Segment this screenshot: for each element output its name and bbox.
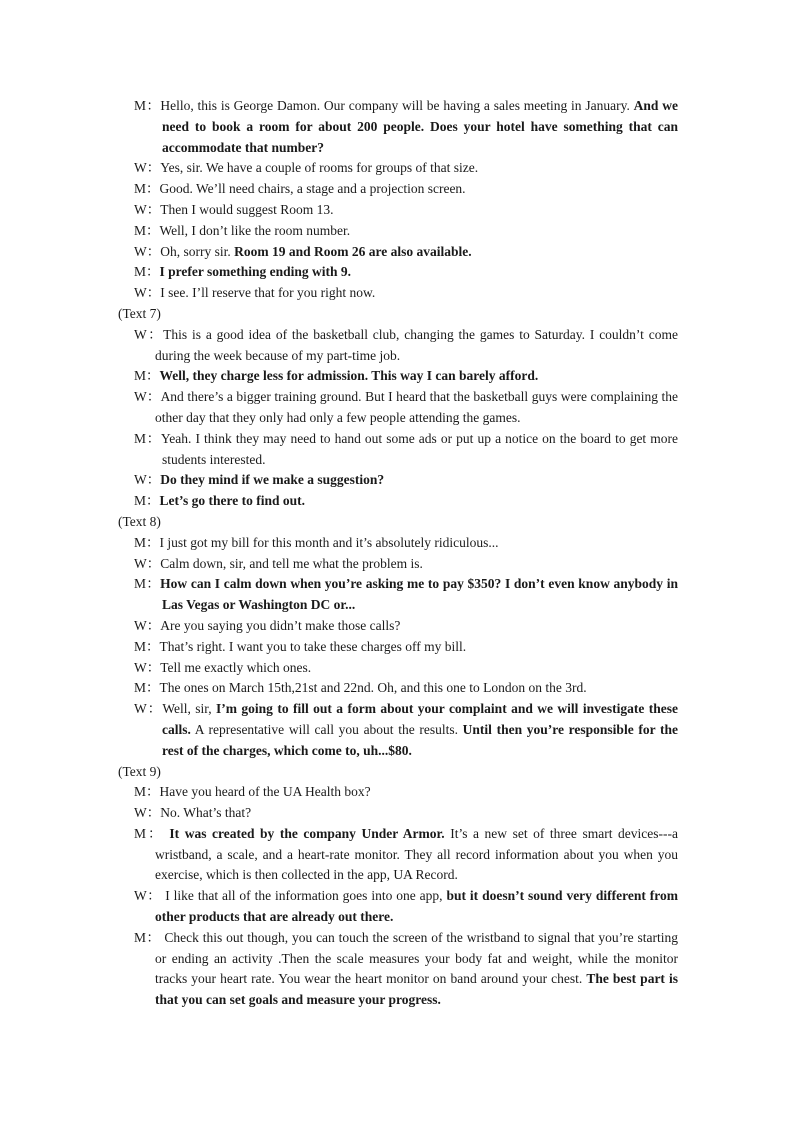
text: Tell me exactly which ones. (160, 659, 312, 675)
speaker-label: W： (134, 389, 161, 405)
speaker-label: W： (134, 472, 161, 488)
text: Oh, sorry sir. (160, 243, 235, 259)
speaker-label: M： (134, 576, 161, 592)
dialogue-line (118, 470, 678, 491)
speaker-label: W： (134, 243, 161, 259)
bold-text: Room 19 and Room 26 are also available. (234, 243, 472, 259)
text: Then I would suggest Room 13. (160, 201, 334, 217)
speaker-label: M： (134, 534, 160, 550)
speaker-label: W： (134, 326, 164, 342)
bold-text: It was created by the company Under Armor. (163, 825, 445, 841)
dialogue-line (118, 928, 678, 1011)
bold-text: I’m going to fill out a form about your complaint and we will investigate these calls. (162, 701, 678, 737)
speaker-label: W： (134, 888, 162, 904)
text: I like that all of the information goes into one app, (161, 888, 447, 904)
speaker-label: M： (134, 784, 160, 800)
dialogue-line (118, 179, 678, 200)
dialogue-line (118, 637, 678, 658)
text: The ones on March 15th,21st and 22nd. Oh, and this one to London on the 3rd. (159, 680, 587, 696)
text: Hello, this is George Damon. Our company will be having a sales meeting in January. (160, 98, 634, 113)
text: It’s a new set of three smart devices---a wristband, a scale, and a heart-rate monitor. They all record information about you when you exercise, which is then collected in the app, UA Record. (155, 825, 678, 883)
dialogue-line (118, 429, 678, 471)
text: Yeah. I think they may need to hand out some ads or put up a notice on the board to get more students interested. (160, 430, 678, 467)
text: Check this out though, you can touch the screen of the wristband to signal that you’re starting or ending an activity .Then the scale measures your body fat and weight, while the monitor tracks your heart rate. You wear the heart monitor on band around your chest. (155, 929, 678, 987)
text: This is a good idea of the basketball club, changing the games to Saturday. I couldn’t come during the week because of my part-time job. (155, 326, 679, 363)
speaker-label: M： (134, 264, 160, 280)
dialogue-line (118, 886, 678, 928)
text: Well, I don’t like the room number. (159, 222, 351, 238)
dialogue-line (118, 554, 678, 575)
dialogue-line (118, 262, 678, 283)
dialogue-line (118, 221, 678, 242)
bold-text: The best part is that you can set goals and measure your progress. (155, 971, 678, 1008)
bold-text: but it doesn’t sound very different from other products that are already out there. (155, 888, 678, 925)
speaker-label: W： (134, 701, 163, 717)
speaker-label: M： (134, 222, 160, 238)
text: Have you heard of the UA Health box? (159, 784, 371, 800)
dialogue-line (118, 616, 678, 637)
speaker-label: M： (134, 98, 161, 113)
bold-text: I prefer something ending with 9. (159, 264, 352, 280)
bold-text: Until then you’re responsible for the rest of the charges, which come to, uh...$80. (162, 721, 678, 758)
speaker-label: W： (134, 659, 161, 675)
dialogue-line (118, 242, 678, 263)
dialogue-line (118, 325, 678, 367)
bold-text: Well, they charge less for admission. This way I can barely afford. (159, 368, 539, 384)
text: A representative will call you about the results. (190, 721, 463, 737)
speaker-label: W： (134, 160, 161, 176)
bold-text: Do they mind if we make a suggestion? (160, 472, 385, 488)
speaker-label: W： (134, 617, 161, 633)
dialogue-line (118, 699, 678, 761)
section-label: (Text 9) (118, 763, 161, 779)
dialogue-line (118, 366, 678, 387)
text: I just got my bill for this month and it’s absolutely ridiculous... (159, 534, 499, 550)
speaker-label: W： (134, 555, 161, 571)
dialogue-line (118, 782, 678, 803)
dialogue-line (118, 803, 678, 824)
text: And there’s a bigger training ground. But I heard that the basketball guys were complaining the other day that they only had only a few people attending the games. (155, 389, 679, 425)
dialogue-line (118, 533, 678, 554)
speaker-label: W： (134, 805, 161, 821)
dialogue-line (118, 658, 678, 679)
bold-text: And we need to book a room for about 200 people. Does your hotel have something that can accommodate that number? (162, 98, 678, 155)
text: That’s right. I want you to take these charges off my bill. (159, 638, 467, 654)
speaker-label: M： (134, 493, 160, 509)
speaker-label: M： (134, 638, 160, 654)
speaker-label: M： (134, 825, 164, 841)
dialogue-line (118, 491, 678, 512)
text: No. What’s that? (160, 805, 252, 821)
speaker-label: M： (134, 368, 160, 384)
dialogue-line (118, 824, 678, 886)
speaker-label: M： (134, 181, 160, 197)
text: Calm down, sir, and tell me what the problem is. (160, 555, 423, 571)
dialogue-line (118, 678, 678, 699)
section-label: (Text 8) (118, 513, 161, 529)
section-label: (Text 7) (118, 305, 161, 321)
dialogue-line (118, 574, 678, 616)
dialogue-line (118, 158, 678, 179)
dialogue-line (118, 96, 678, 158)
speaker-label: W： (134, 201, 161, 217)
speaker-label: M： (134, 680, 160, 696)
text: Are you saying you didn’t make those calls? (160, 617, 401, 633)
bold-text: How can I calm down when you’re asking me to pay $350? I don’t even know anybody in Las Vegas or Washington DC or... (160, 576, 678, 613)
dialogue-line (118, 387, 678, 429)
speaker-label: W： (134, 285, 161, 301)
text: Yes, sir. We have a couple of rooms for groups of that size. (160, 160, 479, 176)
text: I see. I’ll reserve that for you right now. (160, 285, 376, 301)
transcript-body (118, 96, 678, 1011)
speaker-label: M： (134, 929, 161, 945)
dialogue-line (118, 200, 678, 221)
dialogue-line (118, 283, 678, 304)
speaker-label: M： (134, 430, 161, 446)
text: Good. We’ll need chairs, a stage and a projection screen. (159, 181, 466, 197)
text: Well, sir, (162, 701, 216, 717)
bold-text: Let’s go there to find out. (159, 493, 306, 509)
